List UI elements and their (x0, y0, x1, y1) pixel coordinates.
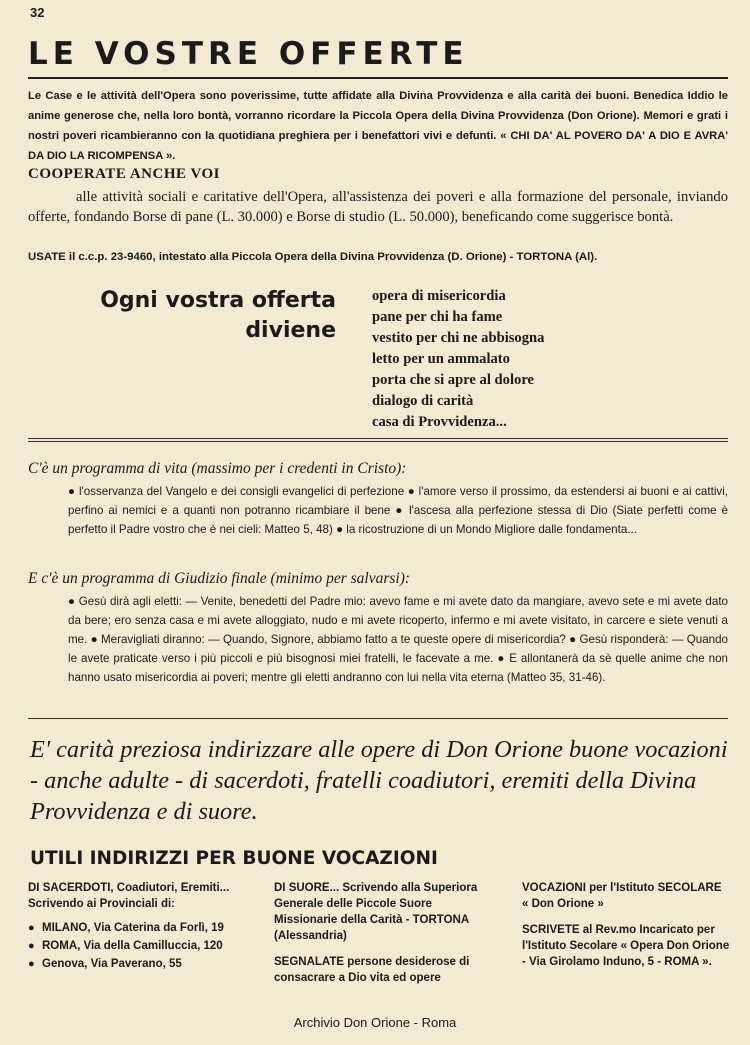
address-column-sisters (274, 880, 490, 986)
archive-watermark: Archivio Don Orione - Roma (293, 1015, 457, 1030)
offerta-heading-line1: Ogni vostra offerta (100, 288, 336, 313)
list-item: ● Genova, Via Paverano, 55 (28, 956, 238, 972)
column-text: VOCAZIONI per l'Istituto SECOLARE « Don Orione » (522, 882, 722, 910)
section-divider (28, 438, 728, 439)
offerta-heading (40, 286, 336, 346)
list-item: ● MILANO, Via Caterina da Forlì, 19 (28, 920, 238, 936)
address-list (28, 920, 238, 972)
page-number: 32 (30, 5, 45, 20)
offerta-heading-line2: diviene (245, 318, 336, 343)
address-column-priests (28, 880, 238, 974)
list-item: vestito per chi ne abbisogna (372, 330, 545, 346)
section-divider (28, 718, 728, 719)
program-judgment-heading: E c'è un programma di Giudizio finale (minimo per salvarsi): (28, 570, 411, 587)
column-text: DI SUORE... Scrivendo alla Superiora Generale delle Piccole Suore Missionarie della Carità - TORTONA (Alessandria) (274, 882, 478, 942)
carita-statement: E' carità preziosa indirizzare alle opere di Don Orione buone vocazioni - anche adulte - di sacerdoti, fratelli coadiutori, eremiti della Divina Provvidenza e di suore. (30, 736, 728, 825)
program-judgment-text: ● Gesù dirà agli eletti: — Venite, benedetti del Padre mio: avevo fame e mi avete dato da mangiare, avevo sete e mi avete dato da bere; ero senza casa e mi avete alloggiato, nudo e mi avete ricoperto, infermo e mi avete visitato, in carcere e siete venuti a me. ● Meravigliati diranno: — Quando, Signore, abbiamo fatto a te queste opere di misericordia? ● Gesù risponderà: — Quando le avete praticate verso i più piccoli e più bisognosi miei fratelli, le facevate a me. ● E allontanerà da sè quelle anime che non hanno usato misericordia ai poveri; mentre gli eletti andranno con lui nella vita eterna (Matteo 35, 31-46). (68, 595, 728, 684)
list-item: dialogo di carità (372, 393, 474, 409)
column-text: SCRIVETE al Rev.mo Incaricato per l'Istituto Secolare « Opera Don Orione - Via Girolamo Induno, 5 - ROMA ». (522, 924, 730, 968)
title-divider (28, 77, 728, 79)
cooperate-heading: COOPERATE ANCHE VOI (28, 166, 221, 182)
address-column-institute (522, 880, 730, 970)
cooperate-paragraph: alle attività sociali e caritative dell'Opera, all'assistenza dei poveri e alla formazione del personale, inviando offerte, fondando Borse di pane (L. 30.000) e Borse di studio (L. 50.000), beneficando come suggerisce bontà. (28, 189, 728, 225)
offerta-list (372, 286, 544, 433)
column-text: DI SACERDOTI, Coadiutori, Eremiti... Scrivendo ai Provinciali di: (28, 882, 230, 910)
program-life-heading: C'è un programma di vita (massimo per i credenti in Cristo): (28, 460, 407, 477)
utili-heading: UTILI INDIRIZZI PER BUONE VOCAZIONI (30, 848, 438, 869)
page-title: LE VOSTRE OFFERTE (28, 36, 469, 72)
list-item: porta che si apre al dolore (372, 372, 535, 388)
list-item: opera di misericordia (372, 288, 506, 304)
program-life-text: ● l'osservanza del Vangelo e dei consigli evangelici di perfezione ● l'amore verso il prossimo, da estendersi ai buoni e ai cattivi, perfino ai nemici e a quanti non potranno ricambiare il bene ● l'ascesa alla perfezione stessa di Dio (Siate perfetti come è perfetto il Padre vostro che è nei cieli: Matteo 5, 48) ● la ricostruzione di un Mondo Migliore dalle fondamenta... (68, 485, 728, 536)
list-item: casa di Provvidenza... (372, 414, 507, 430)
list-item: ● ROMA, Via della Camilluccia, 120 (28, 938, 238, 954)
intro-paragraph: Le Case e le attività dell'Opera sono poverissime, tutte affidate alla Divina Provvidenza e alla carità dei buoni. Benedica Iddio le anime generose che, nella loro bontà, vorranno ricordare la Piccola Opera della Divina Provvidenza (Don Orione). Memori e grati i nostri poveri ricambieranno con la quotidiana preghiera per i benefattori vivi e defunti. « CHI DA' AL POVERO DA' A DIO E AVRA' DA DIO LA RICOMPENSA ». (28, 90, 728, 162)
list-item: pane per chi ha fame (372, 309, 503, 325)
column-text: SEGNALATE persone desiderose di consacrare a Dio vita ed opere (274, 956, 470, 984)
section-divider (28, 441, 728, 442)
list-item: letto per un ammalato (372, 351, 510, 367)
postal-account-line: USATE il c.c.p. 23-9460, intestato alla Piccola Opera della Divina Provvidenza (D. Orione) - TORTONA (Al). (28, 251, 598, 263)
